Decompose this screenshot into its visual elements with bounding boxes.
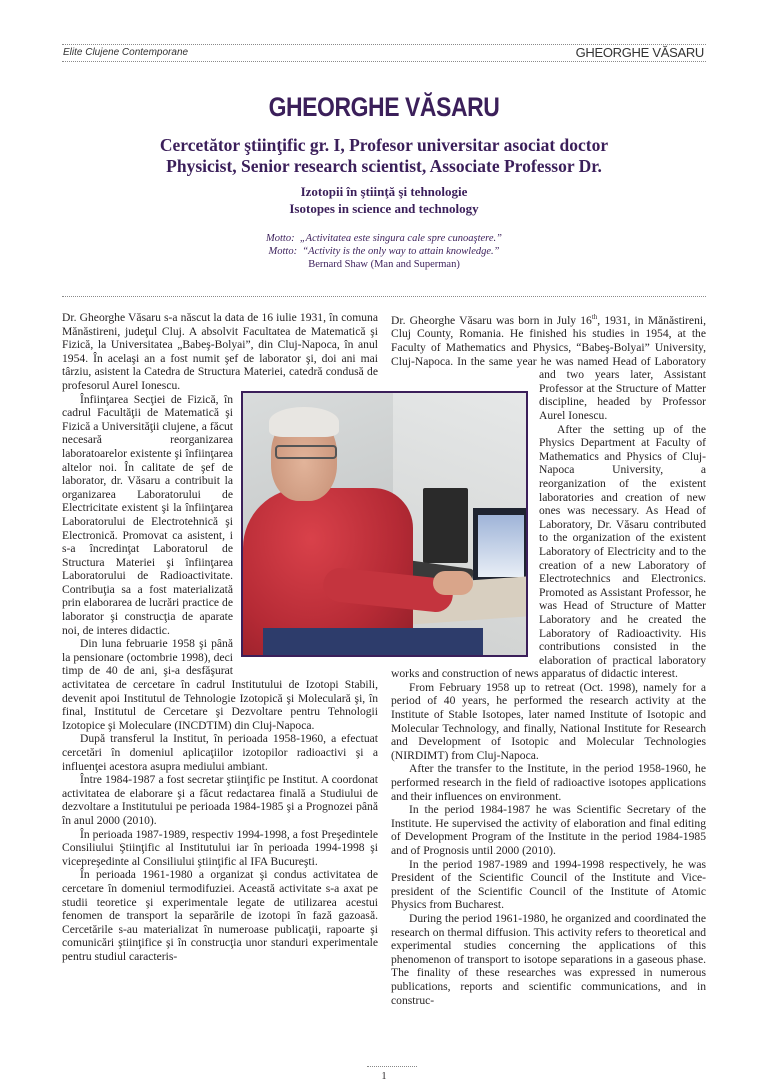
- text: Dr. Gheorghe Văsaru was born in July 16: [391, 313, 592, 327]
- portrait-photo: [241, 391, 528, 657]
- field-en: Isotopes in science and technology: [289, 201, 479, 216]
- motto-source: Bernard Shaw (Man and Superman): [308, 259, 460, 270]
- paragraph: După transferul la Institut, în perioada 1958-1960, a efectuat cercetări în domeniul aplicaţiilor izotopilor radioactivi şi a influenţei acestora asupra mediului ambiant.: [62, 732, 378, 773]
- footer-rule: [367, 1066, 417, 1067]
- text: , 1931, in Mănăstireni, Cluj County, Romania. He finished his studies in 1954, at the Faculty of Mathematics and Physics, “Babeş-Bolyai” University, Cluj-Napoca. In the same year he was named Head of Laboratory and two years later, Assistant Professor at the Structure of Matter discipline, headed by Professor Aurel Ionescu.: [391, 313, 706, 423]
- ordinal-suffix: th: [591, 313, 598, 321]
- paragraph: In the period 1984-1987 he was Scientific Secretary of the Institute. He supervised the activity of elaboration and final editing of Development Program of the Institute in the period 1984-1985 and of Prognosis until 2000 (2010).: [391, 803, 706, 858]
- position-ro: Cercetător ştiinţific gr. I, Profesor universitar asociat doctor: [159, 135, 609, 155]
- field-ro: Izotopii în ştiinţă şi tehnologie: [300, 184, 468, 199]
- positions: [0, 135, 768, 177]
- paragraph: Între 1984-1987 a fost secretar ştiinţific pe Institut. A coordonat activitatea de elaborare şi a făcut redactarea finală a Studiului de dezvoltare a Institutului pe perioada 1984-1985 şi a Prognozei până în anul 2000 (2010).: [62, 773, 378, 827]
- paragraph: În perioada 1987-1989, respectiv 1994-1998, a fost Preşedintele Consiliului Ştiinţific al Institutului iar în perioada 1994-1998 şi vicepreşedinte al Consiliului ştiinţific al IFA Bucureşti.: [62, 827, 378, 868]
- paragraph: After the setting up of the Physics Department at Faculty of Mathematics and Physics of Cluj-Napoca University, a reorganization of the existent laboratories and creation of new ones was necessary. As Head of Laboratory, Dr. Văsaru contributed to the organization of the existent Laboratory of Electricity and to the creation of a new Laboratory of Electrotechnics and Electronics. Promoted as Assistant Professor, he was Head of Structure of Matter Laboratory and he created the Laboratory of Radioactivity. His contributions consisted in the elaboration of practical laboratory works and construction of news apparatus of didactic interest.: [391, 422, 706, 681]
- page-number: 1: [381, 1071, 387, 1082]
- motto-block: [0, 232, 768, 271]
- paragraph: În perioada 1961-1980 a organizat şi condus activitatea de cercetare în domeniul termodifuziei. Această activitate s-a axat pe studii teoretice şi experimentale legate de utilizarea acestui fenomen de transport la separările de izotopi în fază gazoasă. Cercetările s-au materializat în numeroase publicaţii, rapoarte şi comunicări ştiinţifice şi în construcţia unor standuri experimentale pentru studiul caracteris-: [62, 868, 378, 963]
- motto-ro: „Activitatea este singura cale spre cunoaştere.”: [299, 233, 502, 244]
- paragraph: During the period 1961-1980, he organized and coordinated the research on thermal diffusion. This activity refers to theoretical and experimental studies concerning the applications of this phenomenon of transport to isotope separations in a gaseous phase. The finality of these researches was expressed in numerous publications, reports and scientific communications, and in construc-: [391, 911, 706, 1007]
- section-rule: [62, 296, 706, 297]
- field: [0, 183, 768, 217]
- page-title: [0, 92, 768, 123]
- motto-label: Motto:: [265, 233, 295, 244]
- motto-en: “Activity is the only way to attain knowledge.”: [302, 246, 500, 257]
- paragraph: Înfiinţarea Secţiei de Fizică, în cadrul Facultăţii de Matematică şi Fizică a Universităţii clujene, a făcut necesară reorganizarea laboratoarelor existente şi înfiinţarea altelor noi. În calitate de şef de laborator, dr. Văsaru a contribuit la organizarea Laboratorului de Electricitate existent şi la înfiinţarea Laboratorului de Electrotehnică şi Electronică. Promovat ca asistent, i s-a încredinţat Laboratorul de Structura Materiei şi înfiinţarea Laboratorului de Radioactivitate. Contribuţia sa a fost materializată prin elaborarea de lucrări practice de laborator şi construcţia de aparate noi, de interes didactic.: [62, 392, 233, 637]
- publication-name: Elite Clujene Contemporane: [63, 47, 189, 58]
- speaker: [423, 488, 468, 563]
- position-en: Physicist, Senior research scientist, Associate Professor Dr.: [166, 156, 602, 176]
- paragraph: In the period 1987-1989 and 1994-1998 respectively, he was President of the Scientific Council of the Institute and Vice-president of the Scientific Council of the Institute of Atomic Physics from Bucharest.: [391, 857, 706, 912]
- paragraph: Dr. Gheorghe Văsaru s-a născut la data de 16 iulie 1931, în comuna Mănăstireni, judeţul Cluj. A absolvit Facultatea de Matematică şi Fizică, la Universitatea „Babeş-Bolyai”, din Cluj-Napoca, în anul 1954. În acelaşi an a fost numit şef de laborator şi, doi ani mai târziu, asistent la Catedra de Structura Materiei, catedră condusă de profesorul Aurel Ionescu.: [62, 311, 378, 392]
- header-rule-bottom: [62, 61, 706, 62]
- paragraph: After the transfer to the Institute, in the period 1958-1960, he performed research in the field of radioactive isotopes applications and their influences on environment.: [391, 762, 706, 803]
- paragraph: From February 1958 up to retreat (Oct. 1998), namely for a period of 40 years, he performed the research activity at the Institute of Stable Isotopes, later named Institute of Isotopic and Molecular Technology, and finally, National Institute for Research and Development of Isotopic and Molecular Technologies (NIRDIMT) from Cluj-Napoca.: [391, 680, 706, 762]
- running-title: GHEORGHE VĂSARU: [575, 45, 704, 60]
- motto-label: Motto:: [268, 246, 298, 257]
- person-name: GHEORGHE VĂSARU: [268, 92, 500, 122]
- paragraph: Din luna februarie 1958 şi până la pensionare (octombrie 1998), deci timp de 40 de ani, şi-a desfăşurat activitatea de cercetare în cadrul Institutului de Izotopi Stabili, devenit apoi Institutul de Tehnologie Izotopică şi Moleculară şi, în final, Institutul de Cercetare şi Dezvoltare pentru Tehnologii Izotopice şi Moleculare (INCDTIM) din Cluj-Napoca.: [62, 637, 378, 732]
